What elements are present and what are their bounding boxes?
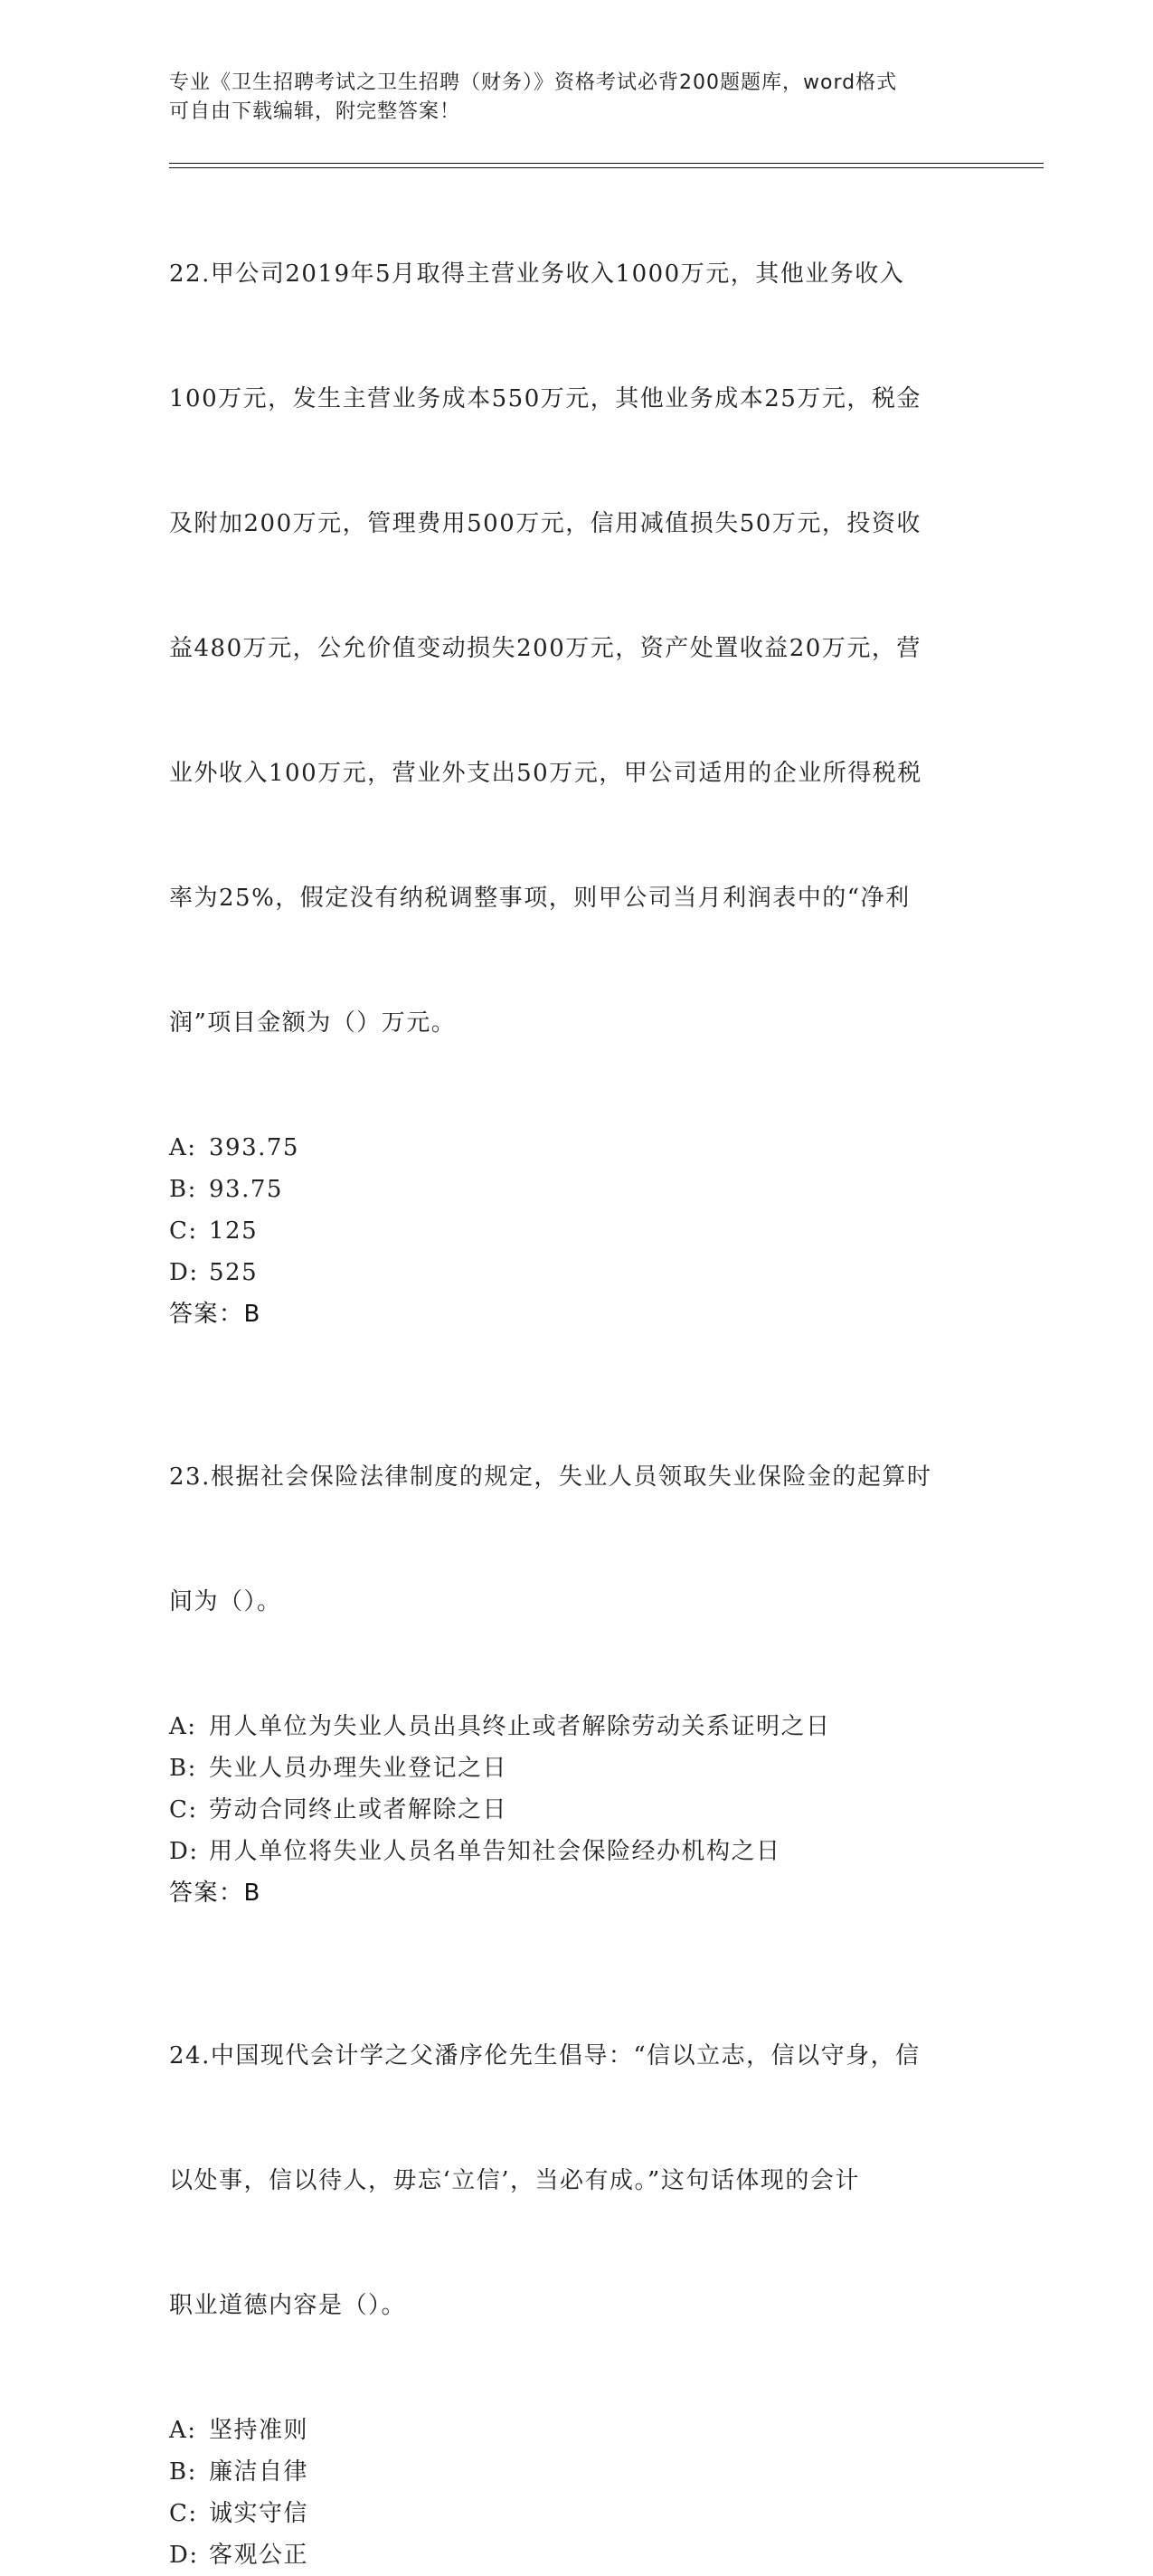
option-d <box>169 1831 983 1872</box>
question-24 <box>169 1952 983 2576</box>
question-line: 业外收入100万元，营业外支出50万元，甲公司适用的企业所得税税 <box>169 760 922 787</box>
option-letter: A: <box>169 2417 197 2444</box>
question-line: 22.甲公司2019年5月取得主营业务收入1000万元，其他业务收入 <box>169 260 905 288</box>
question-line: 率为25%，假定没有纳税调整事项，则甲公司当月利润表中的“净利 <box>169 885 911 912</box>
option-letter: D: <box>169 1259 199 1286</box>
header-divider-top <box>169 163 1044 164</box>
option-text: 125 <box>209 1217 259 1245</box>
answer-line: 答案：B <box>169 1301 261 1328</box>
option-letter: C: <box>169 2500 198 2527</box>
answer-line: 答案：B <box>169 1880 261 1907</box>
question-line: 100万元，发生主营业务成本550万元，其他业务成本25万元，税金 <box>169 385 921 412</box>
option-a <box>169 1127 983 1169</box>
option-text: 客观公正 <box>209 2542 309 2569</box>
option-text: 393.75 <box>209 1134 299 1161</box>
question-line: 及附加200万元，管理费用500万元，信用减值损失50万元，投资收 <box>169 510 921 537</box>
question-spacer <box>169 1335 983 1373</box>
option-letter: D: <box>169 1838 199 1865</box>
question-23 <box>169 1373 983 1914</box>
option-text: 93.75 <box>209 1176 283 1203</box>
question-spacer <box>169 1914 983 1952</box>
question-line: 以处事，信以待人，毋忘‘立信’，当必有成。”这句话体现的会计 <box>169 2167 860 2194</box>
question-22 <box>169 170 983 1335</box>
option-c <box>169 1789 983 1831</box>
option-d <box>169 1252 983 1293</box>
question-23-text <box>169 1373 983 1706</box>
question-24-text <box>169 1952 983 2410</box>
option-c <box>169 1210 983 1252</box>
option-text: 用人单位将失业人员名单告知社会保险经办机构之日 <box>209 1838 781 1865</box>
option-b <box>169 1747 983 1789</box>
option-letter: A: <box>169 1134 197 1161</box>
option-d <box>169 2534 983 2576</box>
question-list <box>169 170 983 2576</box>
option-c <box>169 2493 983 2534</box>
option-b <box>169 1169 983 1210</box>
option-text: 525 <box>209 1259 259 1286</box>
option-text: 劳动合同终止或者解除之日 <box>209 1796 508 1823</box>
question-22-text <box>169 170 983 1127</box>
option-letter: B: <box>169 1755 197 1782</box>
question-line: 间为（）。 <box>169 1588 282 1615</box>
option-letter: C: <box>169 1217 198 1245</box>
option-text: 坚持准则 <box>209 2417 309 2444</box>
option-letter: A: <box>169 1713 197 1740</box>
question-line: 益480万元，公允价值变动损失200万元，资产处置收益20万元，营 <box>169 635 921 662</box>
question-line: 职业道德内容是（）。 <box>169 2292 407 2319</box>
option-letter: C: <box>169 1796 198 1823</box>
header-divider-bottom <box>169 167 1044 168</box>
option-letter: B: <box>169 2458 197 2486</box>
option-text: 失业人员办理失业登记之日 <box>209 1755 508 1782</box>
option-a <box>169 2410 983 2451</box>
option-letter: B: <box>169 1176 197 1203</box>
document-header <box>169 69 965 127</box>
header-line-1: 专业《卫生招聘考试之卫生招聘（财务）》资格考试必背200题题库，word格式 <box>169 71 898 94</box>
question-line: 23.根据社会保险法律制度的规定，失业人员领取失业保险金的起算时 <box>169 1463 932 1491</box>
option-text: 诚实守信 <box>209 2500 309 2527</box>
option-text: 廉洁自律 <box>209 2458 309 2486</box>
option-a <box>169 1706 983 1747</box>
option-text: 用人单位为失业人员出具终止或者解除劳动关系证明之日 <box>209 1713 831 1740</box>
option-b <box>169 2451 983 2493</box>
question-line: 润”项目金额为（）万元。 <box>169 1009 457 1037</box>
question-line: 24.中国现代会计学之父潘序伦先生倡导：“信以立志，信以守身，信 <box>169 2042 921 2069</box>
option-letter: D: <box>169 2542 199 2569</box>
header-line-2: 可自由下载编辑，附完整答案！ <box>169 100 461 123</box>
